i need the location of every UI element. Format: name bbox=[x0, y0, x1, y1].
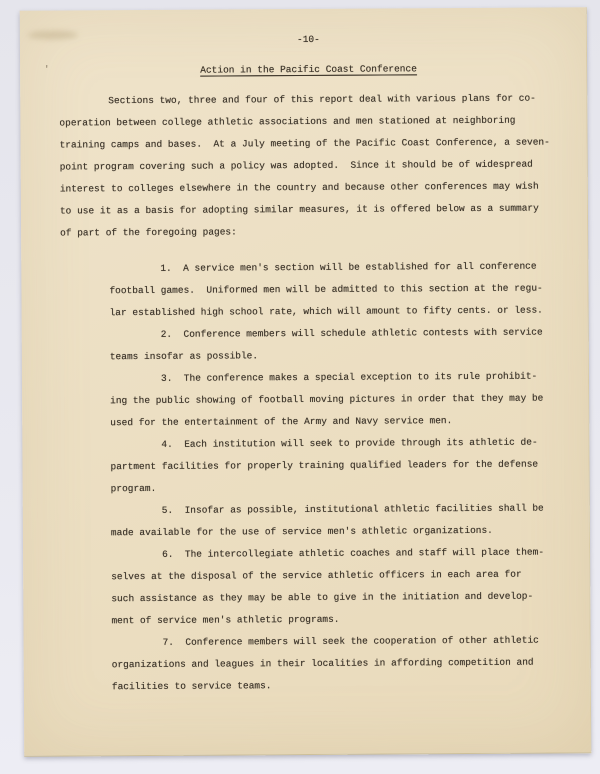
paragraph-line: point program covering such a policy was adopted. Since it should be of widespread bbox=[59, 158, 533, 173]
page-content bbox=[20, 7, 591, 755]
list-item-line: organizations and leagues in their localities in affording competition and bbox=[111, 656, 534, 671]
list-item-5 bbox=[62, 497, 561, 544]
list-item-line: 7. Conference members will seek the cooperation of other athletic bbox=[162, 634, 539, 648]
paragraph-line: Sections two, three and four of this report deal with various plans for co- bbox=[108, 92, 536, 107]
list-item-line: 1. A service men's section will be established for all conference bbox=[160, 260, 537, 274]
list-item-line: lar established high school rate, which will amount to fifty cents. or less. bbox=[109, 304, 543, 319]
paragraph-line: interest to colleges elsewhere in the country and because other conferences may wish bbox=[59, 180, 539, 195]
list-item-1 bbox=[60, 255, 559, 324]
list-item-line: partment facilities for properly training qualified leaders for the defense bbox=[110, 458, 539, 473]
paragraph-line: training camps and bases. At a July meeting of the Pacific Coast Conference, a seven- bbox=[59, 136, 550, 151]
list-item-line: made available for the use of service men's athletic organizations. bbox=[110, 524, 493, 539]
list-item-line: 4. Each institution will seek to provide through its athletic de- bbox=[161, 436, 538, 450]
list-item-line: ment of service men's athletic programs. bbox=[111, 613, 340, 627]
list-item-line: selves at the disposal of the service athletic officers in each area for bbox=[111, 568, 522, 583]
list-item-line: used for the entertainment of the Army and Navy service men. bbox=[110, 415, 453, 429]
list-item-line: 2. Conference members will schedule athletic contests with service bbox=[160, 326, 543, 340]
numbered-list bbox=[60, 255, 562, 698]
list-item-line: 6. The intercollegiate athletic coaches and staff will place them- bbox=[162, 546, 545, 560]
stray-ink-mark: ' bbox=[44, 64, 50, 75]
list-item-line: 3. The conference makes a special exception to its rule prohibit- bbox=[160, 370, 538, 384]
list-item-line: program. bbox=[110, 482, 157, 495]
list-item-7 bbox=[63, 629, 562, 698]
list-item-line: 5. Insofar as possible, institutional athletic facilities shall be bbox=[161, 502, 544, 516]
list-item-line: facilities to service teams. bbox=[111, 680, 272, 693]
document-page bbox=[20, 7, 592, 756]
page-number: -10- bbox=[296, 33, 320, 46]
list-item-3 bbox=[61, 365, 560, 434]
list-item-line: teams insofar as possible. bbox=[109, 350, 259, 363]
list-item-2 bbox=[61, 321, 560, 368]
intro-paragraph bbox=[59, 87, 559, 244]
document-title: Action in the Pacific Coast Conference bbox=[200, 63, 417, 76]
list-item-6 bbox=[62, 541, 562, 632]
paragraph-line: of part of the foregoing pages: bbox=[60, 226, 237, 239]
list-item-line: football games. Uniformed men will be admitted to this section at the regu- bbox=[109, 282, 543, 297]
title-row bbox=[59, 57, 558, 82]
paragraph-line: to use it as a basis for adopting similar measures, it is offered below as a summary bbox=[59, 202, 539, 217]
list-item-4 bbox=[61, 431, 560, 500]
list-item-line: such assistance as they may be able to give in the initiation and develop- bbox=[111, 590, 534, 605]
list-item-line: ing the public showing of football moving pictures in order that they may be bbox=[110, 392, 544, 407]
paragraph-line: operation between college athletic associations and men stationed at neighboring bbox=[59, 114, 516, 129]
